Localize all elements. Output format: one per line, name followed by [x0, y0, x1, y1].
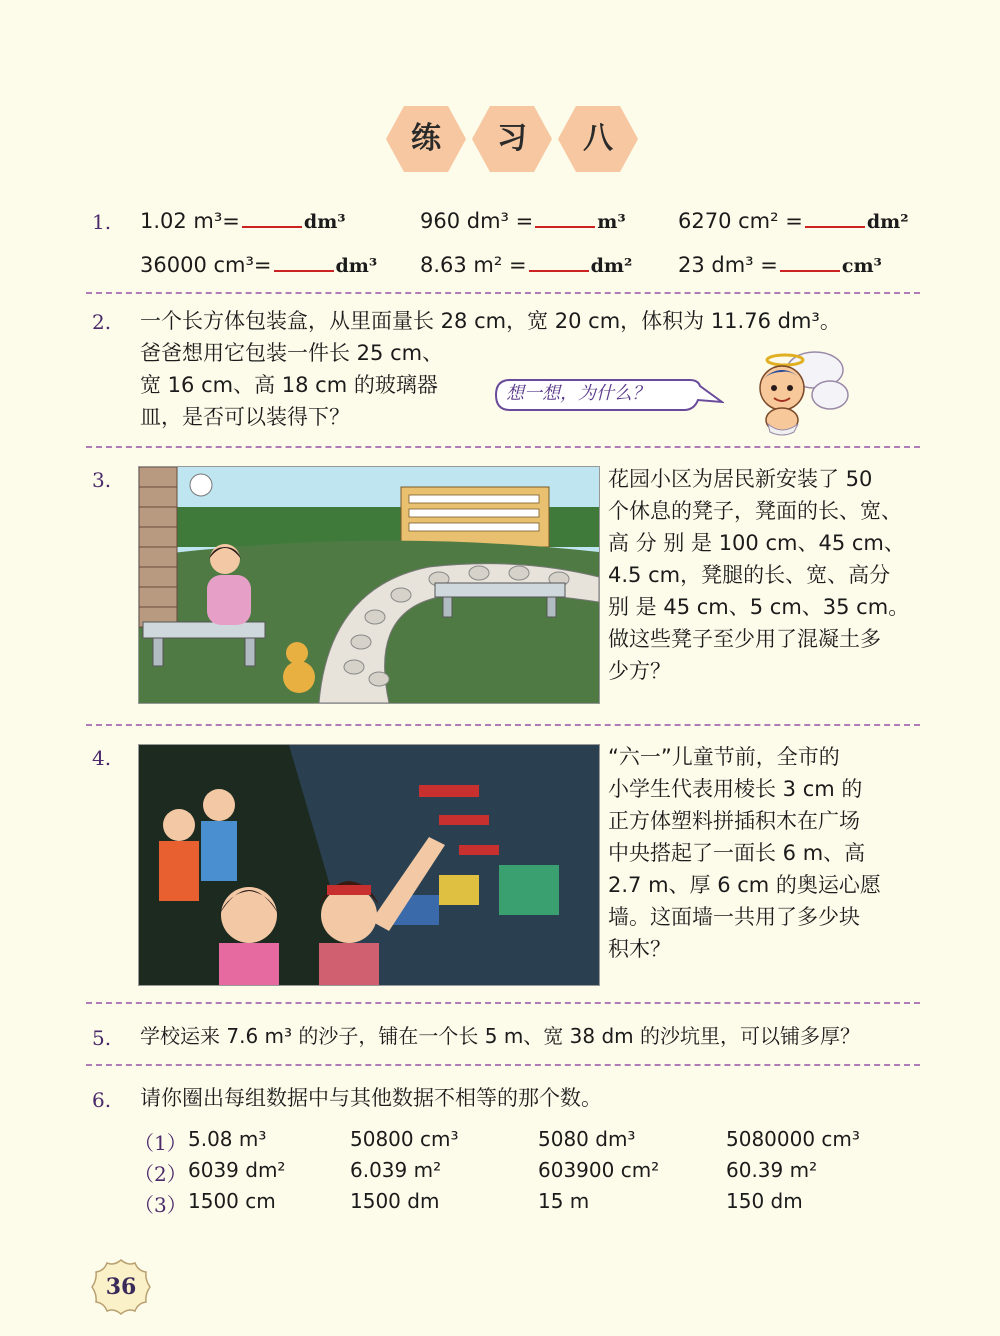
question-number: 5.	[92, 1026, 112, 1050]
question-text: 学校运来 7.6 m³ 的沙子，铺在一个长 5 m、宽 38 dm 的沙坑里，可以铺多厚？	[140, 1024, 860, 1048]
conversion-left: 6270 cm² =	[678, 209, 803, 233]
title-char: 习	[497, 121, 527, 156]
text-line: 爸爸想用它包装一件长 25 cm、	[140, 341, 444, 365]
answer-blank[interactable]	[274, 252, 334, 272]
conversion-unit: m³	[597, 211, 626, 233]
answer-blank[interactable]	[780, 252, 840, 272]
text-line: 墙。这面墙一共用了多少块	[608, 905, 860, 929]
text-line: 积木？	[608, 937, 671, 961]
answer-blank[interactable]	[242, 208, 302, 228]
choice-item[interactable]: 50800 cm³	[350, 1127, 459, 1151]
text-line: “六一”儿童节前，全市的	[608, 745, 840, 769]
question-number: 2.	[92, 310, 112, 334]
title-hexagon	[472, 106, 552, 172]
text-line: 皿，是否可以装得下？	[140, 405, 350, 429]
text-line: 高 分 别 是 100 cm、45 cm、	[608, 531, 905, 555]
choice-item[interactable]: 603900 cm²	[538, 1158, 660, 1182]
bubble-text: 想一想，为什么？	[506, 383, 650, 404]
conversion-left: 36000 cm³=	[140, 253, 272, 277]
answer-blank[interactable]	[529, 252, 589, 272]
conversion-left: 1.02 m³=	[140, 209, 240, 233]
text-line: 4.5 cm，凳腿的长、宽、高分	[608, 563, 891, 587]
park-bench-illustration	[138, 466, 600, 704]
conversion-unit: dm³	[335, 255, 378, 277]
text-line: 2.7 m、厚 6 cm 的奥运心愿	[608, 873, 881, 897]
question-text	[608, 741, 938, 965]
conversion-left: 23 dm³ =	[678, 253, 778, 277]
answer-blank[interactable]	[535, 208, 595, 228]
answer-blank[interactable]	[805, 208, 865, 228]
conversion-item	[420, 208, 626, 233]
question-number: 4.	[92, 746, 112, 770]
title-hexagon	[386, 106, 466, 172]
choice-item[interactable]: 150 dm	[726, 1189, 803, 1213]
conversion-unit: dm²	[590, 255, 633, 277]
choice-item[interactable]: 60.39 m²	[726, 1158, 818, 1182]
conversion-unit: dm³	[303, 211, 346, 233]
page-number-text: 36	[105, 1274, 137, 1300]
group-label: （3）	[134, 1193, 187, 1217]
title-char: 八	[583, 121, 613, 156]
text-line: 正方体塑料拼插积木在广场	[608, 809, 860, 833]
choice-item[interactable]: 5080000 cm³	[726, 1127, 860, 1151]
divider	[86, 446, 920, 448]
choice-item[interactable]: 15 m	[538, 1189, 590, 1213]
divider	[86, 1002, 920, 1004]
choice-item[interactable]: 1500 cm	[188, 1189, 276, 1213]
title-char: 练	[411, 121, 441, 156]
conversion-item	[678, 252, 882, 277]
text-line: 宽 16 cm、高 18 cm 的玻璃器	[140, 373, 438, 397]
question-text: 请你圈出每组数据中与其他数据不相等的那个数。	[140, 1086, 602, 1110]
conversion-item	[678, 208, 909, 233]
text-line: 小学生代表用棱长 3 cm 的	[608, 777, 863, 801]
conversion-item	[140, 252, 377, 277]
divider	[86, 724, 920, 726]
divider	[86, 292, 920, 294]
choice-item[interactable]: 5.08 m³	[188, 1127, 267, 1151]
page-number	[90, 1258, 152, 1316]
choice-item[interactable]: 6.039 m²	[350, 1158, 442, 1182]
text-line: 少方？	[608, 659, 671, 683]
conversion-left: 960 dm³ =	[420, 209, 534, 233]
question-text	[608, 463, 938, 687]
choice-item[interactable]: 1500 dm	[350, 1189, 440, 1213]
choice-item[interactable]: 6039 dm²	[188, 1158, 286, 1182]
divider	[86, 1064, 920, 1066]
conversion-item	[140, 208, 346, 233]
text-line: 个休息的凳子，凳面的长、宽、	[608, 499, 902, 523]
children-wall-illustration	[138, 744, 600, 986]
group-label: （2）	[134, 1162, 187, 1186]
text-line: 一个长方体包装盒，从里面量长 28 cm，宽 20 cm，体积为 11.76 dm³。	[140, 309, 841, 333]
group-label: （1）	[134, 1131, 187, 1155]
speech-bubble	[494, 378, 706, 412]
question-number: 1.	[92, 210, 112, 234]
text-line: 花园小区为居民新安装了 50	[608, 467, 873, 491]
text-line: 中央搭起了一面长 6 m、高	[608, 841, 866, 865]
question-number: 3.	[92, 468, 112, 492]
conversion-item	[420, 252, 632, 277]
page-title	[386, 106, 638, 172]
text-line: 别 是 45 cm、5 cm、35 cm。	[608, 595, 910, 619]
conversion-left: 8.63 m² =	[420, 253, 527, 277]
choice-item[interactable]: 5080 dm³	[538, 1127, 636, 1151]
conversion-unit: dm²	[866, 211, 909, 233]
title-hexagon	[558, 106, 638, 172]
text-line: 做这些凳子至少用了混凝土多	[608, 627, 881, 651]
angel-illustration	[740, 340, 850, 440]
question-number: 6.	[92, 1088, 112, 1112]
conversion-unit: cm³	[841, 255, 882, 277]
